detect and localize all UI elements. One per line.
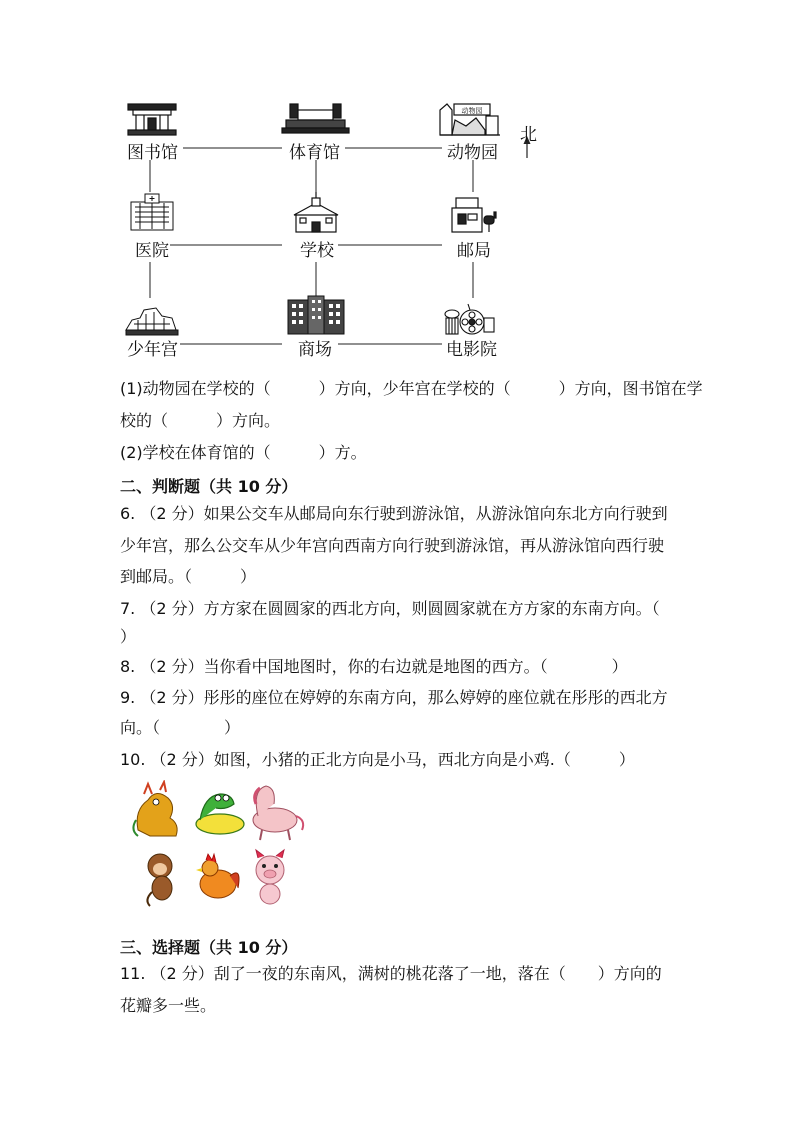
dragon-icon (133, 782, 177, 836)
post-office-icon (452, 198, 496, 232)
label-mall: 商场 (298, 340, 332, 360)
youth-palace-icon (126, 308, 178, 335)
question-11-line-1: 11. （2 分）刮了一夜的东南风，满树的桃花落了一地，落在（ ）方向的 (120, 964, 662, 983)
rooster-icon (196, 854, 239, 898)
question-6-line-1: 6. （2 分）如果公交车从邮局向东行驶到游泳馆，从游泳馆向东北方向行驶到 (120, 504, 668, 523)
label-post-office: 邮局 (457, 241, 491, 261)
question-6-line-3: 到邮局。（ ） (120, 567, 257, 586)
pig-icon (256, 850, 284, 904)
question-6-line-2: 少年宫，那么公交车从少年宫向西南方向行驶到游泳馆，再从游泳馆向西行驶 (120, 536, 665, 555)
direction-map (0, 0, 800, 370)
label-youth-palace: 少年宫 (127, 340, 178, 360)
animals-graphics (130, 780, 310, 910)
animals-figure (130, 780, 310, 910)
label-cinema: 电影院 (446, 340, 497, 360)
cinema-icon (445, 304, 494, 334)
question-7-line-2: ） (120, 627, 137, 646)
label-library: 图书馆 (127, 143, 178, 163)
mall-icon (288, 296, 344, 334)
school-icon (294, 192, 338, 232)
question-1-line-1: (1)动物园在学校的（ ）方向，少年宫在学校的（ ）方向，图书馆在学 (120, 379, 703, 398)
library-icon (128, 104, 176, 135)
hospital-icon (131, 194, 173, 230)
question-11-line-2: 花瓣多一些。 (120, 996, 217, 1015)
zoo-sign-text: 动物园 (461, 107, 483, 115)
question-7-line-1: 7. （2 分）方方家在圆圆家的西北方向，则圆圆家就在方方家的东南方向。（ (120, 599, 660, 618)
label-gym: 体育馆 (289, 143, 340, 163)
label-zoo: 动物园 (447, 143, 498, 163)
label-hospital: 医院 (135, 241, 169, 261)
question-10: 10. （2 分）如图，小猪的正北方向是小马，西北方向是小鸡.（ ） (120, 750, 635, 769)
question-8: 8. （2 分）当你看中国地图时，你的右边就是地图的西方。（ ） (120, 657, 628, 676)
question-9-line-1: 9. （2 分）彤彤的座位在婷婷的东南方向，那么婷婷的座位就在彤彤的西北方 (120, 688, 668, 707)
horse-icon (253, 786, 303, 840)
question-9-line-2: 向。（ ） (120, 718, 241, 737)
question-1-line-2: 校的（ ）方向。 (120, 411, 281, 430)
monkey-icon (147, 854, 172, 906)
section-judgement-title: 二、判断题（共 10 分） (120, 477, 298, 496)
question-2: (2)学校在体育馆的（ ）方。 (120, 443, 367, 462)
snake-icon (196, 794, 244, 834)
map-graphics (0, 0, 800, 370)
north-label: 北 (520, 125, 537, 145)
label-school: 学校 (300, 241, 334, 261)
section-choice-title: 三、选择题（共 10 分） (120, 938, 298, 957)
gym-icon (282, 104, 349, 133)
